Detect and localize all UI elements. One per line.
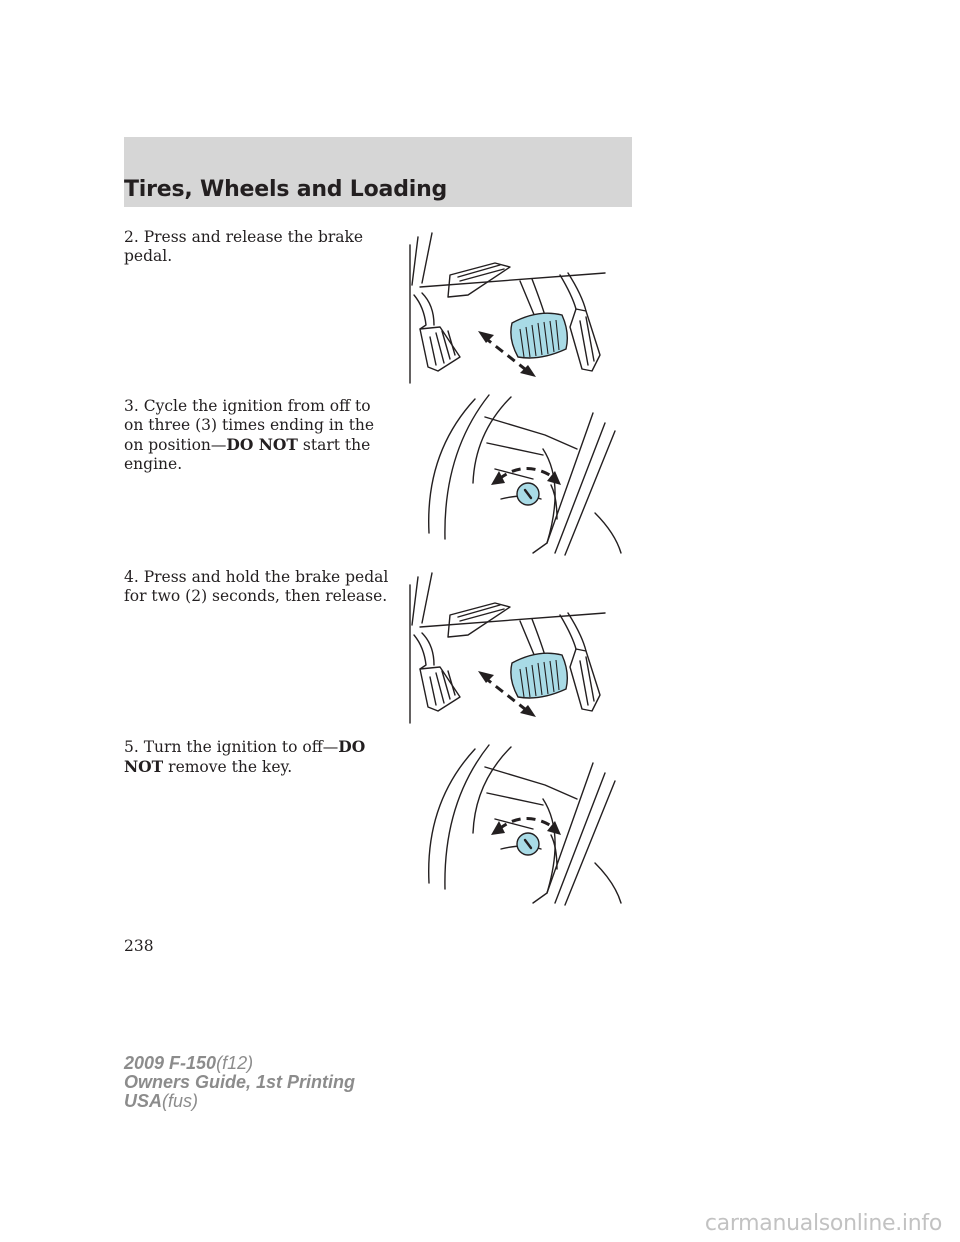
footer-model: 2009 F-150 xyxy=(124,1053,217,1073)
step-5-text xyxy=(124,737,394,777)
footer-guide: Owners Guide, 1st Printing xyxy=(124,1072,356,1092)
brake-pedal-illustration xyxy=(400,225,610,385)
step-3-text xyxy=(124,397,394,474)
step-4-body: 4. Press and hold the brake pedal for two (2) seconds, then release. xyxy=(124,568,389,605)
footer-model-line xyxy=(124,1054,355,1073)
ignition-key-illustration xyxy=(415,393,625,558)
step-5-warning: DO NOT xyxy=(124,737,366,776)
footer-guide-line xyxy=(124,1073,355,1092)
footer-region-line xyxy=(124,1092,355,1111)
step-3-warning: DO NOT xyxy=(226,435,298,454)
footer xyxy=(124,1054,355,1111)
step-4-text xyxy=(124,568,394,606)
footer-region-code: (fus) xyxy=(162,1091,199,1111)
step-2-text xyxy=(124,228,394,266)
footer-region: USA xyxy=(124,1091,163,1111)
ignition-key-illustration xyxy=(415,743,625,908)
step-5-body: 5. Turn the ignition to off— xyxy=(124,738,339,756)
section-title: Tires, Wheels and Loading xyxy=(124,177,448,202)
step-5-tail: remove the key. xyxy=(168,758,293,776)
site-watermark: carmanualsonline.info xyxy=(704,1211,942,1236)
brake-pedal-illustration xyxy=(400,565,610,725)
step-3-body: 3. Cycle the ignition from off to on three (3) times ending in the on position— xyxy=(124,397,375,454)
page-number: 238 xyxy=(124,937,154,955)
step-2-body: 2. Press and release the brake pedal. xyxy=(124,228,364,265)
footer-model-code: (f12) xyxy=(216,1053,254,1073)
step-3-tail: start the engine. xyxy=(124,436,371,473)
